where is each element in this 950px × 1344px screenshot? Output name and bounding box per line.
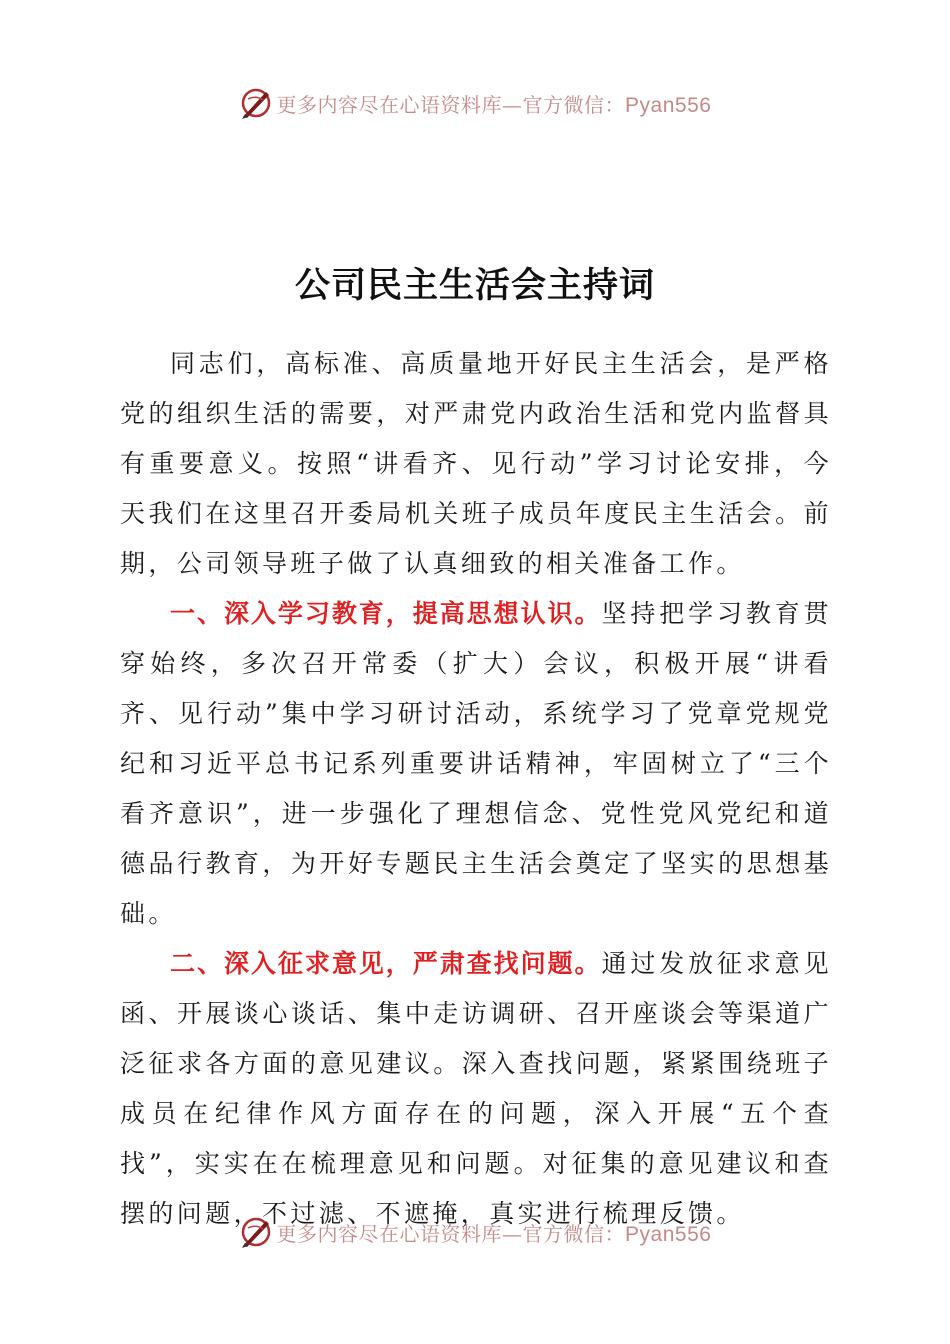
watermark-text-cn: 更多内容尽在心语资料库—官方微信： [276, 92, 626, 117]
section-heading-1: 一、深入学习教育，提高思想认识。 [170, 599, 602, 628]
watermark-text-cn: 更多内容尽在心语资料库—官方微信： [276, 1221, 626, 1246]
pen-logo-icon [239, 1215, 273, 1249]
section-body-1: 坚持把学习教育贯穿始终，多次召开常委（扩大）会议，积极开展“讲看齐、见行动”集中学习研讨活动，系统学习了党章党规党纪和习近平总书记系列重要讲话精神，牢固树立了“三个看齐意识”，进一步强化了理想信念、党性党风党纪和道德品行教育，为开好专题民主生活会奠定了坚实的思想基础。 [120, 599, 832, 928]
section-paragraph-2 [120, 939, 832, 1239]
section-heading-2: 二、深入征求意见，严肃查找问题。 [170, 949, 602, 978]
watermark-wechat-id: Pyan556 [625, 93, 712, 117]
document-body [120, 339, 832, 1239]
watermark-text [277, 89, 712, 118]
section-paragraph-1 [120, 589, 832, 939]
section-body-2: 通过发放征求意见函、开展谈心谈话、集中走访调研、召开座谈会等渠道广泛征求各方面的意见建议。深入查找问题，紧紧围绕班子成员在纪律作风方面存在的问题，深入开展“五个查找”，实实在在梳理意见和问题。对征集的意见建议和查摆的问题，不过滤、不遮掩，真实进行梳理反馈。 [120, 949, 832, 1228]
pen-logo-icon [239, 86, 273, 120]
header-watermark [0, 83, 950, 123]
intro-paragraph: 同志们，高标准、高质量地开好民主生活会，是严格党的组织生活的需要，对严肃党内政治生活和党内监督具有重要意义。按照“讲看齐、见行动”学习讨论安排，今天我们在这里召开委局机关班子成员年度民主生活会。前期，公司领导班子做了认真细致的相关准备工作。 [120, 349, 832, 578]
footer-watermark [0, 1212, 950, 1252]
page-title: 公司民主生活会主持词 [294, 266, 655, 306]
watermark-text [277, 1218, 712, 1247]
watermark-wechat-id: Pyan556 [625, 1222, 712, 1246]
